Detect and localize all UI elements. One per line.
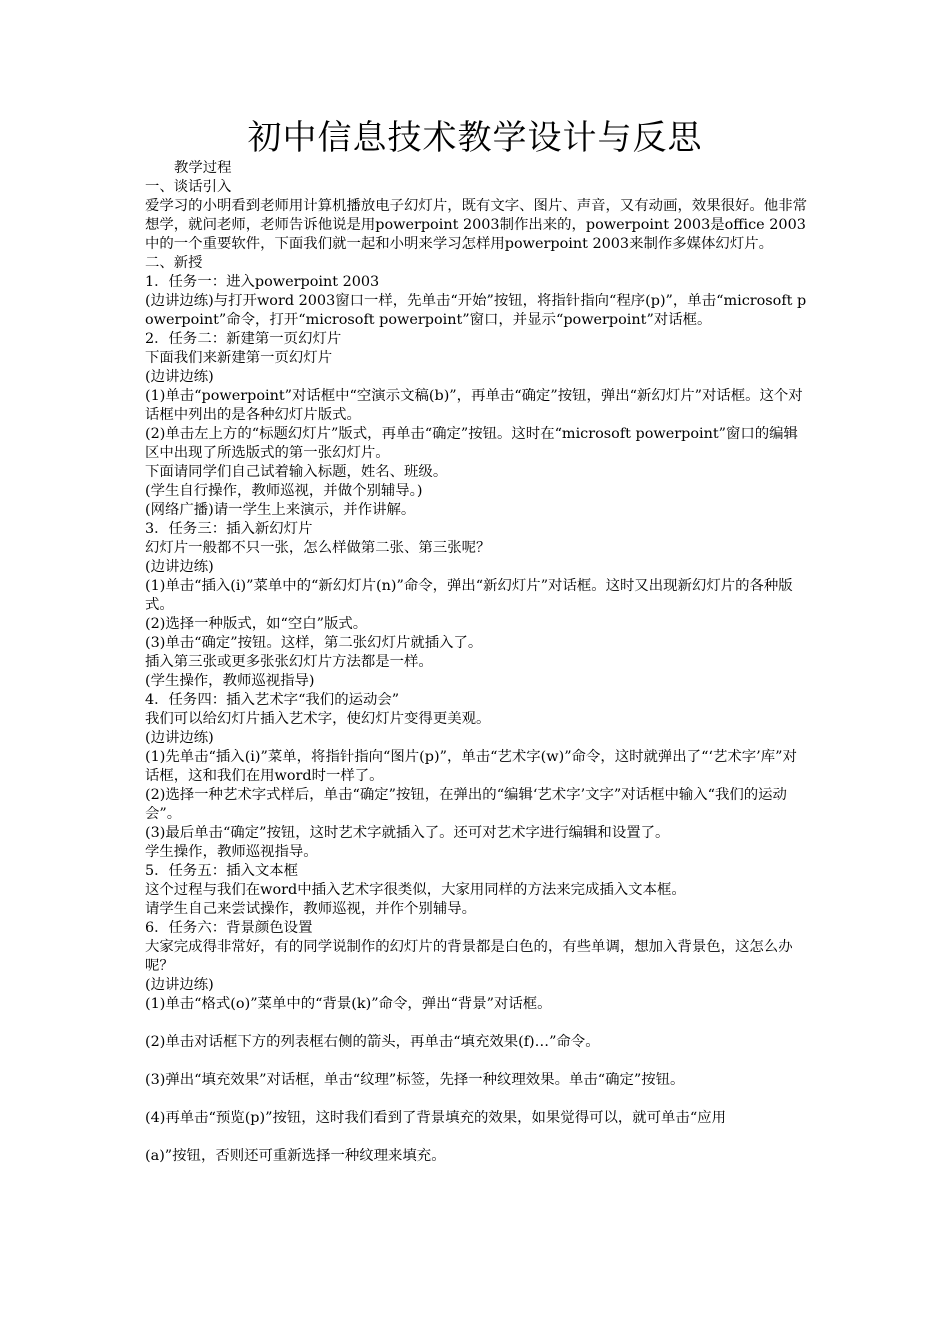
paragraph: (边讲边练)	[145, 369, 214, 385]
paragraph: (1)单击“powerpoint”对话框中“空演示文稿(b)”，再单击“确定”按钮，弹出“新幻灯片”对话框。这个对话框中列出的是各种幻灯片版式。	[145, 388, 803, 423]
paragraph: 这个过程与我们在word中插入艺术字很类似，大家用同样的方法来完成插入文本框。	[145, 882, 686, 898]
section-heading: 一、谈话引入	[145, 179, 232, 195]
paragraph: (2)单击对话框下方的列表框右侧的箭头，再单击“填充效果(f)…”命令。	[145, 1034, 600, 1050]
task-heading: 2．任务二：新建第一页幻灯片	[145, 331, 342, 347]
paragraph: 下面请同学们自己试着输入标题，姓名、班级。	[145, 464, 448, 480]
paragraph: (4)再单击“预览(p)”按钮，这时我们看到了背景填充的效果，如果觉得可以，就可单击“应用	[145, 1110, 726, 1126]
paragraph: (边讲边练)	[145, 977, 214, 993]
paragraph: (边讲边练)与打开word 2003窗口一样，先单击“开始”按钮，将指针指向“程序(p)”，单击“microsoft powerpoint”命令，打开“microsoft powerpoint”窗口，并显示“powerpoint”对话框。	[145, 293, 807, 328]
paragraph: (2)单击左上方的“标题幻灯片”版式，再单击“确定”按钮。这时在“microsoft powerpoint”窗口的编辑区中出现了所选版式的第一张幻灯片。	[145, 426, 798, 461]
task-heading: 6．任务六：背景颜色设置	[145, 920, 313, 936]
paragraph: (边讲边练)	[145, 559, 214, 575]
document-body	[145, 159, 811, 1166]
paragraph: 大家完成得非常好，有的同学说制作的幻灯片的背景都是白色的，有些单调，想加入背景色，这怎么办呢？	[145, 939, 793, 974]
task-heading: 1．任务一：进入powerpoint 2003	[145, 274, 380, 290]
paragraph: (1)单击“插入(i)”菜单中的“新幻灯片(n)”命令，弹出“新幻灯片”对话框。这时又出现新幻灯片的各种版式。	[145, 578, 793, 613]
paragraph: (3)最后单击“确定”按钮，这时艺术字就插入了。还可对艺术字进行编辑和设置了。	[145, 825, 670, 841]
section-heading: 二、新授	[145, 255, 203, 271]
paragraph: (学生自行操作，教师巡视，并做个别辅导。)	[145, 483, 423, 499]
task-heading: 5．任务五：插入文本框	[145, 863, 299, 879]
paragraph: 爱学习的小明看到老师用计算机播放电子幻灯片，既有文字、图片、声音，又有动画，效果很好。他非常想学，就问老师，老师告诉他说是用powerpoint 2003制作出来的，powerpoint 2003是office 2003中的一个重要软件，下面我们就一起和小明来学习怎样用powerpoint 2003来制作多媒体幻灯片。	[145, 198, 807, 252]
paragraph: 下面我们来新建第一页幻灯片	[145, 350, 333, 366]
paragraph: 学生操作，教师巡视指导。	[145, 844, 318, 860]
paragraph: (1)单击“格式(o)”菜单中的“背景(k)”命令，弹出“背景”对话框。	[145, 996, 552, 1012]
paragraph: (a)”按钮，否则还可重新选择一种纹理来填充。	[145, 1148, 446, 1164]
paragraph: (网络广播)请一学生上来演示，并作讲解。	[145, 502, 416, 518]
task-heading: 4．任务四：插入艺术字“我们的运动会”	[145, 692, 400, 708]
paragraph: (学生操作，教师巡视指导)	[145, 673, 315, 689]
document-title: 初中信息技术教学设计与反思	[247, 118, 703, 158]
paragraph: (1)先单击“插入(i)”菜单，将指针指向“图片(p)”，单击“艺术字(w)”命令，这时就弹出了“‘艺术字’库”对话框，这和我们在用word时一样了。	[145, 749, 797, 784]
paragraph: 幻灯片一般都不只一张，怎么样做第二张、第三张呢？	[145, 540, 491, 556]
section-heading-teaching-process: 教学过程	[174, 160, 232, 176]
paragraph: (3)单击“确定”按钮。这样，第二张幻灯片就插入了。	[145, 635, 483, 651]
paragraph: (2)选择一种艺术字式样后，单击“确定”按钮，在弹出的“编辑‘艺术字’文字”对话框中输入“我们的运动会”。	[145, 787, 787, 822]
paragraph: 插入第三张或更多张张幻灯片方法都是一样。	[145, 654, 433, 670]
task-heading: 3．任务三：插入新幻灯片	[145, 521, 313, 537]
paragraph: (2)选择一种版式，如“空白”版式。	[145, 616, 368, 632]
paragraph: 请学生自己来尝试操作，教师巡视，并作个别辅导。	[145, 901, 476, 917]
paragraph: 我们可以给幻灯片插入艺术字，使幻灯片变得更美观。	[145, 711, 491, 727]
paragraph: (边讲边练)	[145, 730, 214, 746]
paragraph: (3)弹出“填充效果”对话框，单击“纹理”标签，先择一种纹理效果。单击“确定”按钮。	[145, 1072, 685, 1088]
